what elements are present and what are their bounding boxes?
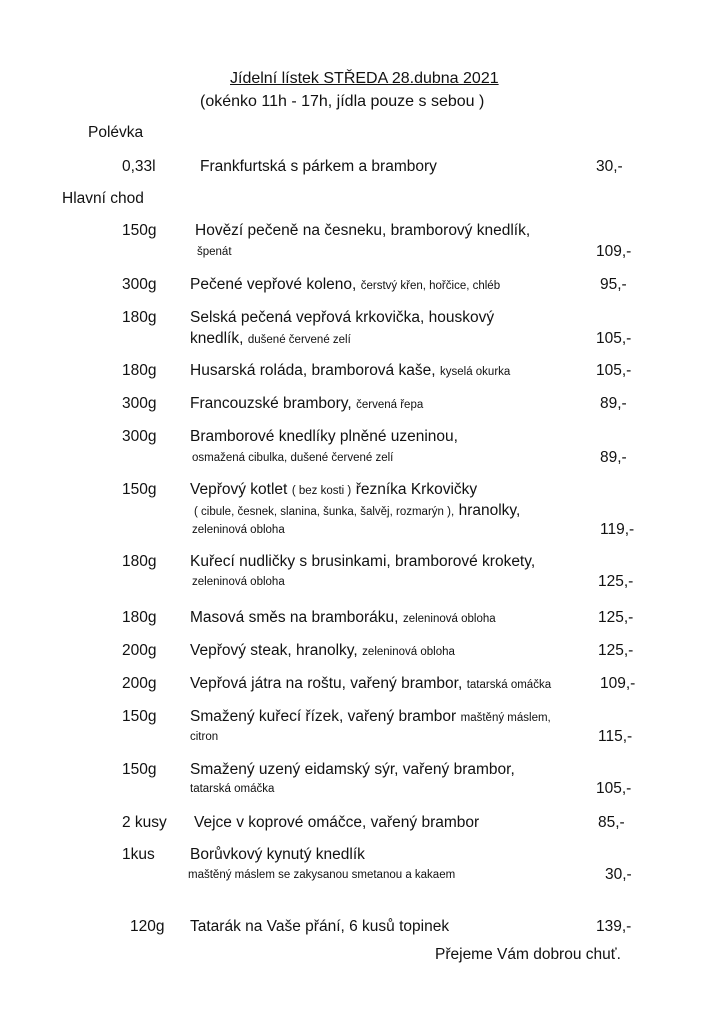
item-name: Smažený uzený eidamský sýr, vařený brambor, xyxy=(190,761,515,778)
item-price: 89,- xyxy=(600,395,627,412)
item-name: Borůvkový kynutý knedlík xyxy=(190,846,365,863)
item-name: Pečené vepřové koleno, xyxy=(190,276,357,293)
item-line xyxy=(190,675,551,693)
menu-subtitle: (okénko 11h - 17h, jídla pouze s sebou ) xyxy=(200,93,485,110)
item-name: Frankfurtská s párkem a brambory xyxy=(200,158,437,175)
item-line xyxy=(190,362,510,380)
item-price: 30,- xyxy=(596,158,623,175)
item-price: 89,- xyxy=(600,449,627,466)
item-name: Masová směs na bramboráku, xyxy=(190,609,399,626)
item-price: 109,- xyxy=(600,675,636,692)
item-quantity: 0,33l xyxy=(122,158,156,175)
item-name: Francouzské brambory, xyxy=(190,395,352,412)
item-quantity: 120g xyxy=(130,918,165,935)
item-side: osmažená cibulka, dušené červené zelí xyxy=(192,452,394,464)
item-side: maštěný máslem se zakysanou smetanou a kakaem xyxy=(188,869,456,881)
item-price: 30,- xyxy=(605,866,632,883)
item-quantity: 1kus xyxy=(122,846,155,863)
item-side: tatarská omáčka xyxy=(190,783,275,795)
item-name-extra: hranolky, xyxy=(458,502,521,519)
footer-greeting: Přejeme Vám dobrou chuť. xyxy=(435,946,621,963)
item-quantity: 300g xyxy=(122,276,157,293)
item-line xyxy=(190,330,351,348)
item-name: Kuřecí nudličky s brusinkami, bramborové krokety, xyxy=(190,553,536,570)
item-note: ( bez kosti ) xyxy=(291,485,352,497)
item-price: 125,- xyxy=(598,642,634,659)
item-quantity: 2 kusy xyxy=(122,814,167,831)
item-name: Bramborové knedlíky plněné uzeninou, xyxy=(190,428,458,445)
item-price: 125,- xyxy=(598,609,634,626)
item-name: Smažený kuřecí řízek, vařený brambor xyxy=(190,708,457,725)
item-quantity: 180g xyxy=(122,362,157,379)
item-quantity: 150g xyxy=(122,481,157,498)
item-quantity: 180g xyxy=(122,609,157,626)
item-line xyxy=(190,642,455,660)
item-name: Husarská roláda, bramborová kaše, xyxy=(190,362,436,379)
item-side: červená řepa xyxy=(356,399,424,411)
item-side: čerstvý křen, hořčice, chléb xyxy=(360,280,501,292)
item-side: kyselá okurka xyxy=(440,366,511,378)
item-price: 125,- xyxy=(598,573,634,590)
item-line xyxy=(190,481,477,499)
item-side: zeleninová obloha xyxy=(402,613,496,625)
item-quantity: 200g xyxy=(122,642,157,659)
item-side: špenát xyxy=(197,246,232,258)
menu-title: Jídelní lístek STŘEDA 28.dubna 2021 xyxy=(230,70,499,87)
item-price: 85,- xyxy=(598,814,625,831)
item-side-extra: zeleninová obloha xyxy=(192,524,285,536)
item-quantity: 180g xyxy=(122,553,157,570)
item-line xyxy=(194,502,520,520)
item-price: 95,- xyxy=(600,276,627,293)
item-price: 139,- xyxy=(596,918,632,935)
section-soup-heading: Polévka xyxy=(88,124,144,141)
item-name-continued: řezníka Krkovičky xyxy=(355,481,478,498)
item-line xyxy=(190,395,423,413)
item-price: 115,- xyxy=(598,728,633,745)
item-name-continued: knedlík, xyxy=(190,330,244,347)
item-quantity: 150g xyxy=(122,222,157,239)
item-name: Hovězí pečeně na česneku, bramborový knedlík, xyxy=(195,222,531,239)
item-quantity: 300g xyxy=(122,428,157,445)
item-price: 109,- xyxy=(596,243,632,260)
item-side: ( cibule, česnek, slanina, šunka, šalvěj, rozmarýn ), xyxy=(194,506,455,518)
item-quantity: 150g xyxy=(122,761,157,778)
item-side: dušené červené zelí xyxy=(247,334,351,346)
item-quantity: 300g xyxy=(122,395,157,412)
item-line xyxy=(190,609,496,627)
item-quantity: 200g xyxy=(122,675,157,692)
item-quantity: 150g xyxy=(122,708,157,725)
item-price: 105,- xyxy=(596,362,632,379)
item-quantity: 180g xyxy=(122,309,157,326)
item-price: 105,- xyxy=(596,330,632,347)
item-price: 105,- xyxy=(596,780,632,797)
item-name: Vepřová játra na roštu, vařený brambor, xyxy=(190,675,463,692)
item-price: 119,- xyxy=(600,521,635,538)
item-name: Vepřový steak, hranolky, xyxy=(190,642,358,659)
item-side: tatarská omáčka xyxy=(466,679,552,691)
item-line xyxy=(190,276,500,294)
item-name: Selská pečená vepřová krkovička, houskový xyxy=(190,309,495,326)
item-side: zeleninová obloha xyxy=(192,576,285,588)
item-name: Tatarák na Vaše přání, 6 kusů topinek xyxy=(190,918,450,935)
item-name: Vepřový kotlet xyxy=(190,481,288,498)
item-side: maštěný máslem, xyxy=(460,712,551,724)
section-main-heading: Hlavní chod xyxy=(62,190,144,207)
item-line xyxy=(190,708,551,726)
item-side-extra: citron xyxy=(190,731,219,743)
item-side: zeleninová obloha xyxy=(362,646,455,658)
item-name: Vejce v koprové omáčce, vařený brambor xyxy=(194,814,480,831)
